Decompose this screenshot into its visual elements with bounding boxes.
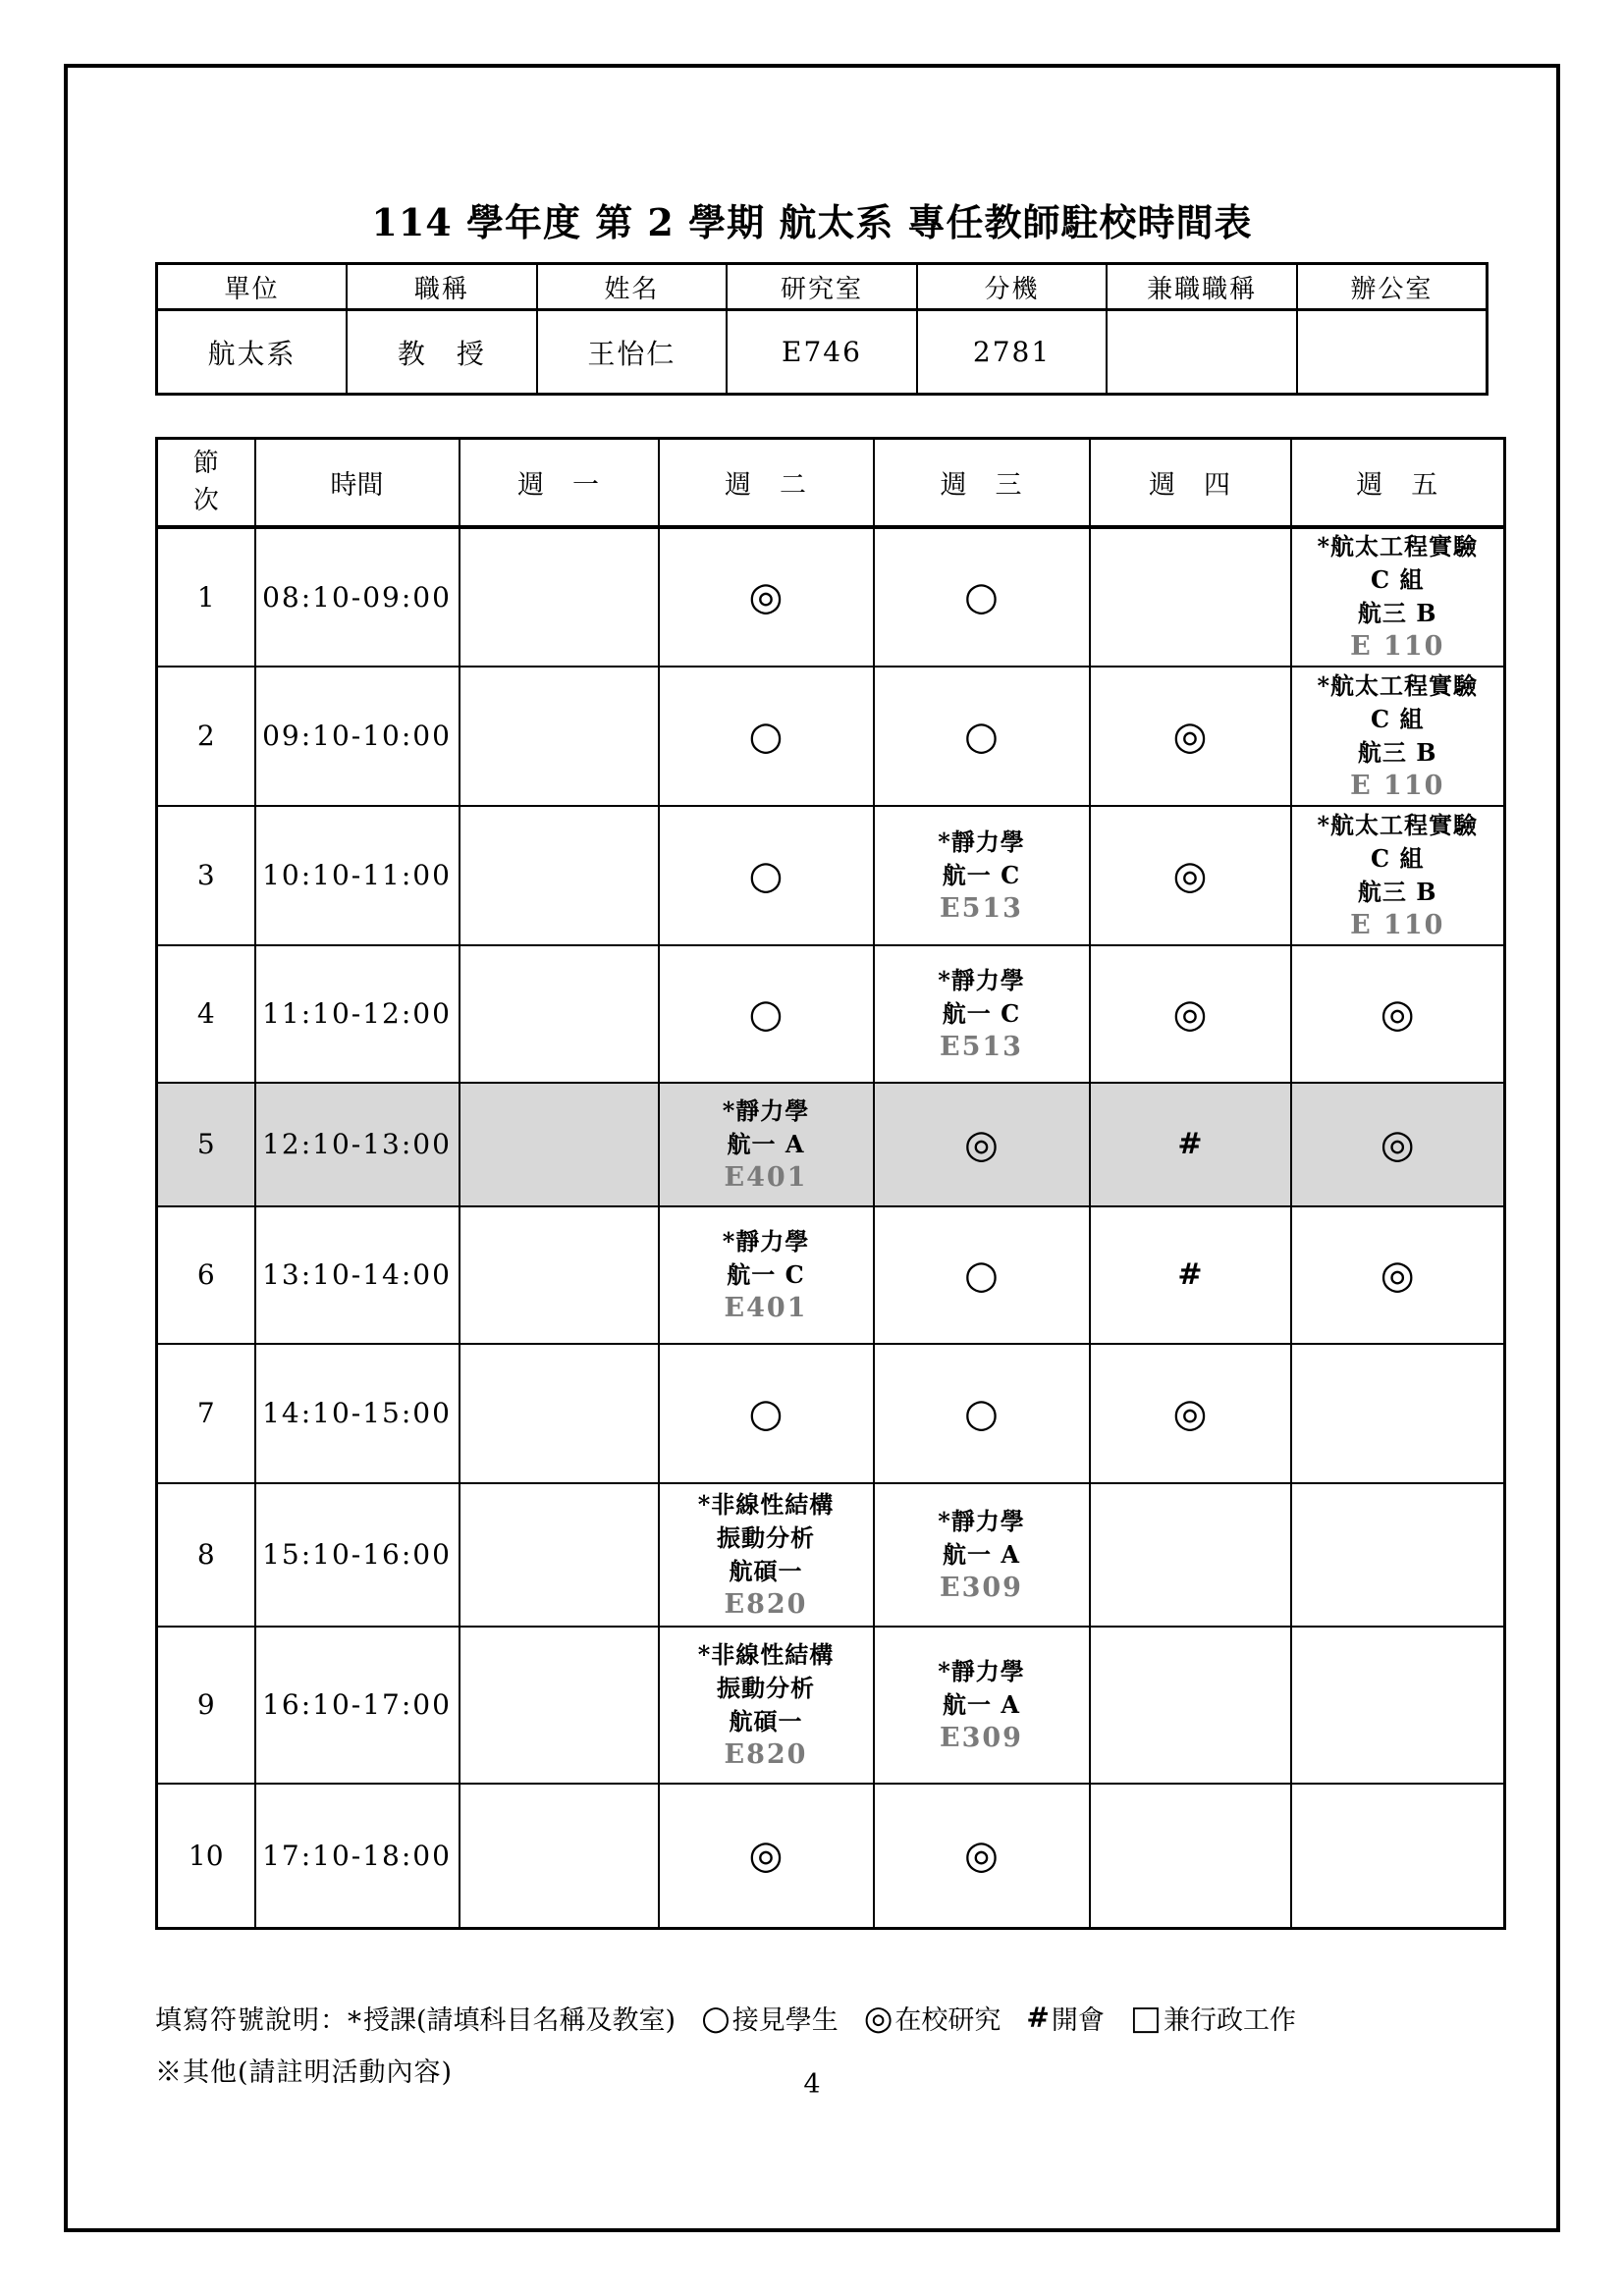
office-hour-symbol: ○ [964,1252,999,1298]
info-header-row [157,264,1488,310]
day-cell [659,1483,874,1627]
time-column-header: 時間 [255,439,460,527]
research-symbol: ◎ [1380,1121,1415,1167]
research-symbol: ◎ [964,1833,999,1879]
day-cell [659,527,874,667]
course-text-line: 航一 A [727,1129,805,1158]
time-cell: 15:10-16:00 [255,1483,460,1627]
time-cell: 09:10-10:00 [255,667,460,806]
course-text-line: 航一 C [727,1259,805,1289]
course-text-line: 航碩一 [729,1706,803,1735]
day-cell [1291,1627,1505,1784]
day-cell [659,1206,874,1344]
legend-symbol: ○ [701,1998,731,2038]
page-title: 114 學年度 第 2 學期 航太系 專任教師駐校時間表 [371,200,1253,244]
room-code: E 110 [1350,631,1445,662]
day-cell [1090,667,1291,806]
research-symbol: ◎ [1172,713,1208,759]
legend-item [1026,1999,1104,2037]
office-hour-symbol: ○ [748,990,784,1037]
schedule-row [157,1627,1505,1784]
info-value-cell: 2781 [917,310,1108,395]
day-cell [874,527,1090,667]
day-cell [460,1344,659,1483]
course-text-line: C 組 [1371,843,1425,873]
research-symbol: ◎ [964,1121,999,1167]
period-cell: 3 [157,806,255,945]
time-cell: 13:10-14:00 [255,1206,460,1344]
day-cell [1090,1083,1291,1206]
period-header-char: 次 [192,486,219,516]
day-cell [659,945,874,1083]
research-symbol: ◎ [748,1833,784,1879]
office-hour-symbol: ○ [748,852,784,898]
time-cell: 10:10-11:00 [255,806,460,945]
course-text-line: *靜力學 [722,1226,810,1255]
course-text-line: 航一 A [943,1539,1020,1569]
room-code: E309 [940,1572,1023,1603]
office-hour-symbol: ○ [964,713,999,759]
course-text-line: 航一 C [942,998,1021,1028]
office-hour-symbol: ○ [964,574,999,619]
course-text-line: *航太工程實驗 [1317,810,1479,839]
legend-label: 授課(請填科目名稱及教室) [363,2005,677,2036]
course-text-line: 航碩一 [729,1556,803,1585]
info-header-cell: 姓名 [537,264,728,310]
info-header-cell: 研究室 [727,264,917,310]
day-cell [1291,1206,1505,1344]
meeting-symbol: # [1177,1126,1203,1161]
day-cell [874,1083,1090,1206]
research-symbol: ◎ [1172,990,1208,1037]
course-text-line: 振動分析 [717,1673,815,1702]
day-cell [874,1483,1090,1627]
time-cell: 14:10-15:00 [255,1344,460,1483]
legend-item [701,1999,839,2037]
info-header-cell: 職稱 [347,264,537,310]
period-header-char: 節 [192,449,219,479]
day-cell [1291,1083,1505,1206]
schedule-row [157,1483,1505,1627]
research-symbol: ◎ [1380,1252,1415,1298]
meeting-symbol: # [1177,1256,1203,1292]
course-text-line: *靜力學 [938,1506,1025,1535]
legend-symbol: □ [1129,1998,1163,2038]
info-header-cell: 兼職職稱 [1107,264,1297,310]
day-cell [460,1206,659,1344]
course-text-line: C 組 [1371,565,1425,594]
day-cell [874,1344,1090,1483]
info-value-cell: 航太系 [157,310,348,395]
page-number: 4 [803,2069,821,2100]
legend-heading: 填寫符號說明： [155,2005,348,2036]
course-text-line: 航三 B [1357,599,1437,627]
office-hour-symbol: ○ [748,713,784,759]
period-column-header [157,439,255,527]
period-cell: 9 [157,1627,255,1784]
schedule-row [157,527,1505,667]
day-column-header: 週 一 [460,439,659,527]
room-code: E 110 [1350,909,1445,940]
info-value-cell [1107,310,1297,395]
info-value-cell: E746 [727,310,917,395]
time-cell: 08:10-09:00 [255,527,460,667]
room-code: E401 [724,1292,808,1323]
legend-label: 兼行政工作 [1164,2005,1297,2036]
day-column-header: 週 五 [1291,439,1505,527]
legend-item [348,1999,676,2037]
schedule-row [157,1083,1505,1206]
day-cell [1291,1784,1505,1929]
period-cell: 10 [157,1784,255,1929]
legend-label: 接見學生 [731,2005,839,2036]
period-cell: 8 [157,1483,255,1627]
period-cell: 4 [157,945,255,1083]
research-symbol: ◎ [1380,990,1415,1037]
day-cell [1090,945,1291,1083]
period-cell: 6 [157,1206,255,1344]
day-cell [1291,1344,1505,1483]
room-code: E820 [724,1588,808,1620]
day-cell [874,1784,1090,1929]
course-text-line: C 組 [1371,704,1425,733]
course-text-line: *非線性結構 [697,1489,835,1519]
info-value-cell: 王怡仁 [537,310,728,395]
course-text-line: *靜力學 [722,1095,810,1125]
legend-line-1 [155,1999,1510,2037]
schedule-row [157,806,1505,945]
room-code: E401 [724,1161,808,1193]
info-value-cell [1297,310,1488,395]
day-cell [460,1483,659,1627]
schedule-header-row [157,439,1505,527]
day-cell [874,1627,1090,1784]
time-cell: 16:10-17:00 [255,1627,460,1784]
schedule-table [155,437,1506,1930]
day-cell [659,806,874,945]
room-code: E820 [724,1738,808,1770]
course-text-line: *靜力學 [938,965,1025,994]
period-cell: 2 [157,667,255,806]
time-cell: 12:10-13:00 [255,1083,460,1206]
time-cell: 17:10-18:00 [255,1784,460,1929]
schedule-row [157,667,1505,806]
day-cell [659,1784,874,1929]
period-cell: 5 [157,1083,255,1206]
day-cell [1291,667,1505,806]
room-code: E513 [940,1031,1023,1062]
legend-item [864,1999,1001,2037]
info-header-cell: 單位 [157,264,348,310]
course-text-line: *靜力學 [938,827,1025,856]
schedule-row [157,945,1505,1083]
period-cell: 1 [157,527,255,667]
day-column-header: 週 四 [1090,439,1291,527]
schedule-row [157,1784,1505,1929]
day-cell [460,1627,659,1784]
day-cell [1291,945,1505,1083]
course-text-line: *航太工程實驗 [1317,532,1479,561]
research-symbol: ◎ [748,574,784,619]
room-code: E 110 [1350,770,1445,801]
legend-symbol: # [1026,2001,1050,2034]
day-cell [460,527,659,667]
schedule-row [157,1206,1505,1344]
legend-label: 在校研究 [894,2005,1001,2036]
day-cell [1090,527,1291,667]
course-text-line: 振動分析 [717,1522,815,1552]
room-code: E309 [940,1722,1023,1753]
legend-label: 開會 [1051,2005,1105,2036]
teacher-info-table [155,262,1489,396]
day-cell [1090,806,1291,945]
day-column-header: 週 二 [659,439,874,527]
info-value-row [157,310,1488,395]
course-text-line: *航太工程實驗 [1317,670,1479,700]
course-text-line: 航三 B [1357,737,1437,767]
course-text-line: 航一 C [942,860,1021,889]
research-symbol: ◎ [1172,1390,1208,1436]
day-cell [1291,1483,1505,1627]
day-cell [1090,1627,1291,1784]
day-cell [460,1784,659,1929]
time-cell: 11:10-12:00 [255,945,460,1083]
day-cell [460,945,659,1083]
legend-symbol: ◎ [863,1998,893,2038]
research-symbol: ◎ [1172,852,1208,898]
day-cell [1090,1344,1291,1483]
day-cell [874,806,1090,945]
legend-note: ※其他(請註明活動內容) [155,2057,454,2088]
course-text-line: *非線性結構 [697,1639,835,1669]
legend-symbol: * [348,2004,361,2038]
day-cell [460,667,659,806]
day-cell [1291,806,1505,945]
info-header-cell: 分機 [917,264,1108,310]
course-text-line: 航一 A [943,1689,1020,1719]
day-cell [460,1083,659,1206]
day-cell [1291,527,1505,667]
day-cell [659,1627,874,1784]
day-cell [1090,1784,1291,1929]
day-cell [659,1083,874,1206]
course-text-line: 航三 B [1357,877,1437,906]
day-cell [659,1344,874,1483]
day-cell [659,667,874,806]
day-cell [460,806,659,945]
day-cell [874,945,1090,1083]
office-hour-symbol: ○ [748,1390,784,1436]
schedule-row [157,1344,1505,1483]
day-cell [1090,1206,1291,1344]
day-cell [874,667,1090,806]
day-column-header: 週 三 [874,439,1090,527]
office-hour-symbol: ○ [964,1390,999,1436]
course-text-line: *靜力學 [938,1656,1025,1685]
period-cell: 7 [157,1344,255,1483]
day-cell [1090,1483,1291,1627]
legend-item [1130,1999,1296,2037]
info-header-cell: 辦公室 [1297,264,1488,310]
room-code: E513 [940,892,1023,924]
info-value-cell: 教 授 [347,310,537,395]
day-cell [874,1206,1090,1344]
